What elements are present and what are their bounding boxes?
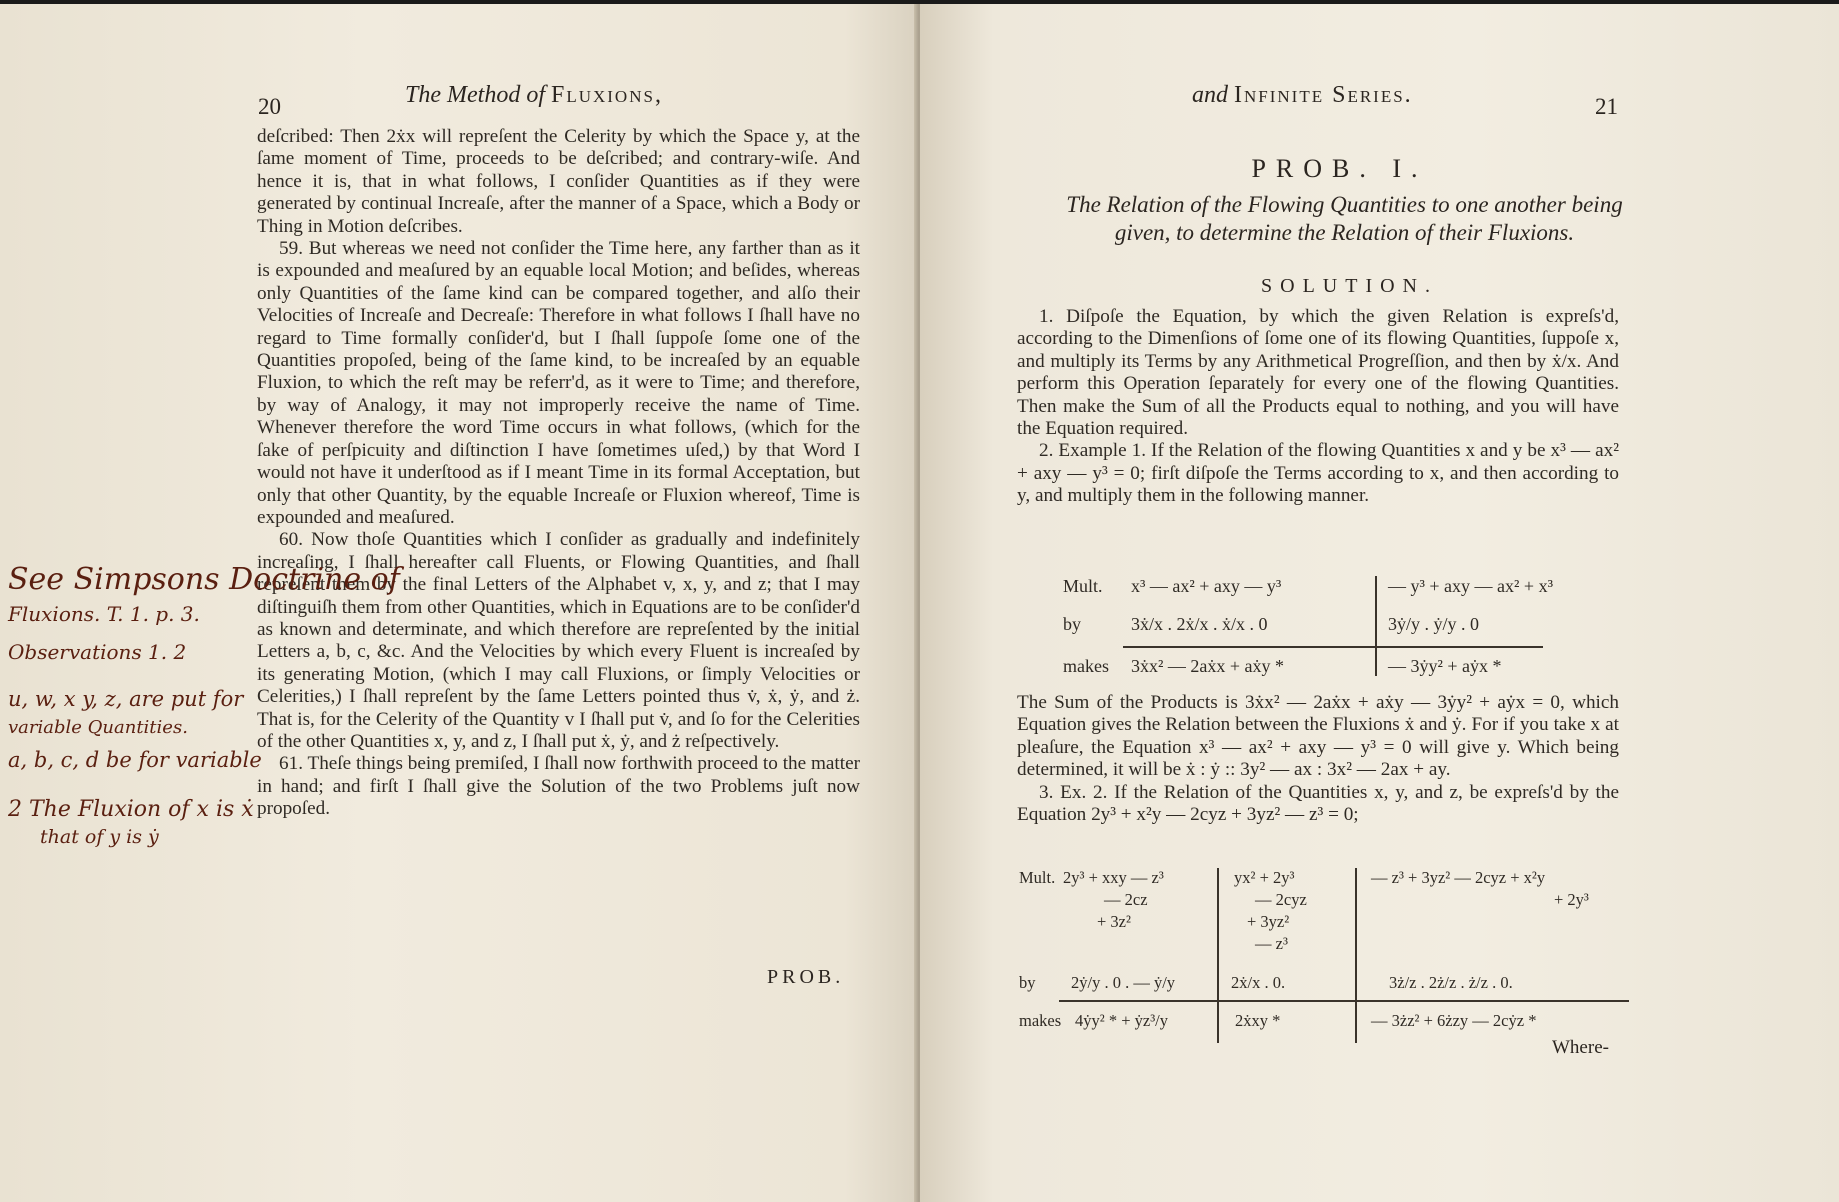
right-page	[920, 4, 1839, 1202]
running-head-left-italic: The Method of	[405, 82, 545, 108]
t2-c2-line2: — 2cyz	[1255, 890, 1307, 909]
t2-c3-line1: — z³ + 3yz² — 2cyz + x²y	[1371, 868, 1546, 887]
t2-c2-line3: + 3yz²	[1247, 912, 1290, 931]
margin-note-3: Observations 1. 2	[8, 640, 187, 664]
margin-note-1: See Simpsons Doctrine of	[8, 562, 400, 597]
t2-c2-line1: yx² + 2y³	[1234, 868, 1295, 887]
t2-mult-label: Mult.	[1019, 868, 1056, 887]
running-head-left	[405, 82, 663, 109]
t2-c3-makes: — 3żz² + 6żzy — 2cẏz *	[1371, 1011, 1537, 1030]
margin-note-2: Fluxions. T. 1. p. 3.	[8, 602, 200, 626]
t1-right-mult: — y³ + axy — ax² + x³	[1388, 576, 1553, 596]
t2-c1-by: 2ẏ/y . 0 . — ẏ/y	[1071, 973, 1176, 992]
t2-c1-makes: 4ẏy² * + ẏz³/y	[1075, 1011, 1168, 1030]
page-number-left: 20	[258, 94, 281, 119]
right-body-middle	[1017, 692, 1619, 826]
t1-rule	[1123, 646, 1543, 648]
right-body-upper	[1017, 306, 1619, 508]
t1-left-mult: x³ — ax² + axy — y³	[1131, 576, 1282, 596]
paragraph-60: 60. Now thoſe Quantities which I conſider as gradually and indefinitely increaſing, I ſhall hereafter call Fluents, or Flowing Quantities, and ſhall repreſent them by the final Letters of the Alphabet v, x, y, and z; that I may diſtinguiſh them from other Quantities, which in Equations are to be conſider'd as known and determinate, and which therefore are repreſented by the initial Letters a, b, c, &c. And the Velocities by which every Fluent is increaſed by its generating Motion, (which I may call Fluxions, or ſimply Velocities or Celerities,) I ſhall repreſent by the ſame Letters pointed thus v̇, ẋ, ẏ, and ż. That is, for the Celerity of the Quantity v I ſhall put v̇, and ſo for the Celerities of the other Quantities x, y, and z, I ſhall put ẋ, ẏ, and ż reſpectively.	[257, 529, 860, 752]
t2-rule	[1059, 1000, 1629, 1002]
t1-left-by: 3ẋ/x . 2ẋ/x . ẋ/x . 0	[1131, 614, 1268, 634]
margin-note-4: u, w, x y, z, are put for	[8, 687, 244, 711]
margin-note-7: 2 The Fluxion of x is ẋ	[8, 797, 254, 822]
margin-note-6: a, b, c, d be for variable	[8, 748, 262, 772]
t2-c2-line4: — z³	[1255, 934, 1288, 953]
paragraph-rule-1: 1. Diſpoſe the Equation, by which the given Relation is expreſs'd, according to the Dimenſions of ſome one of its flowing Quantities, ſuppoſe x, and multiply its Terms by any Arithmetical Progreſſion, and then by ẋ/x. And perform this Operation ſeparately for every one of the flowing Quantities. Then make the Sum of all the Products equal to nothing, and you will have the Equation required.	[1017, 306, 1619, 440]
paragraph-example-1: 2. Example 1. If the Relation of the flowing Quantities x and y be x³ — ax² + axy — y³ = 0; firſt diſpoſe the Terms according to x, and then according to y, and multiply them in the following manner.	[1017, 440, 1619, 507]
catchword-left: PROB.	[767, 966, 845, 988]
catchword-right: Where-	[1552, 1037, 1609, 1058]
example-2-table	[1019, 868, 1629, 1043]
prob-heading: PROB. I.	[1251, 154, 1428, 183]
paragraph-sum-products: The Sum of the Products is 3ẋx² — 2aẋx + aẋy — 3ẏy² + aẏx = 0, which Equation gives the Relation between the Fluxions ẋ and ẏ. For if you take x at pleaſure, the Equation x³ — ax² + axy — y³ = 0 will give y. Which being determined, it will be ẋ : ẏ :: 3y² — ax : 3x² — 2ax + ay.	[1017, 692, 1619, 781]
paragraph-58-end: deſcribed: Then 2ẋx will repreſent the Celerity by which the Space y, at the ſame moment of Time, proceeds to be deſcribed; and contrary-wiſe. And hence it is, that in what follows, I conſider Quantities as if they were generated by continual Increaſe, after the manner of a Space, which a Body or Thing in Motion deſcribes.	[257, 126, 860, 237]
t2-c1-line3: + 3z²	[1097, 912, 1131, 931]
margin-note-8: that of y is ẏ	[40, 826, 159, 848]
t2-divider-2	[1355, 868, 1357, 1043]
running-head-right-italic: and	[1192, 82, 1228, 108]
t2-divider-1	[1217, 868, 1219, 1043]
t1-right-makes: — 3ẏy² + aẏx *	[1388, 656, 1502, 676]
margin-note-5: variable Quantities.	[8, 717, 188, 738]
left-body-text	[257, 126, 860, 821]
page-number-right: 21	[1595, 94, 1618, 119]
t2-c1-line1: 2y³ + xxy — z³	[1063, 868, 1164, 887]
t2-c2-makes: 2ẋxy *	[1235, 1011, 1281, 1030]
running-head-right	[1192, 82, 1413, 109]
prob-statement-line-2: given, to determine the Relation of their Fluxions.	[1114, 220, 1575, 245]
t1-by-label: by	[1063, 614, 1081, 634]
paragraph-example-2: 3. Ex. 2. If the Relation of the Quantities x, y, and z, be expreſs'd by the Equation 2y³ + x²y — 2cyz + 3yz² — z³ = 0;	[1017, 781, 1619, 826]
t1-makes-label: makes	[1063, 656, 1109, 676]
solution-heading: SOLUTION.	[1261, 275, 1438, 297]
running-head-left-smallcaps: Fluxions,	[550, 82, 663, 108]
example-1-table	[1063, 576, 1553, 686]
t2-by-label: by	[1019, 973, 1036, 992]
t1-mult-label: Mult.	[1063, 576, 1103, 596]
paragraph-59: 59. But whereas we need not conſider the Time here, any farther than as it is expounded and meaſured by an equable local Motion; and beſides, whereas only Quantities of the ſame kind can be compared together, and alſo their Velocities of Increaſe and Decreaſe: Therefore in what follows I ſhall have no regard to Time formally conſider'd, but I ſhall ſuppoſe ſome one of the Quantities propoſed, being of the ſame kind, to be increaſed by an equable Fluxion, to which the reſt may be referr'd, as it were to Time; and therefore, by way of Analogy, it may not improperly receive the name of Time. Whenever therefore the word Time occurs in what follows, (which for the ſake of perſpicuity and diſtinction I have ſometimes uſed,) by that Word I would not have it underſtood as if I meant Time in its formal Acceptation, but only that other Quantity, by the equable Increaſe or Fluxion whereof, Time is expounded and meaſured.	[257, 238, 860, 528]
running-head-right-smallcaps: Infinite Series.	[1234, 82, 1413, 108]
t2-c3-by: 3ż/z . 2ż/z . ż/z . 0.	[1389, 973, 1513, 992]
paragraph-61: 61. Theſe things being premiſed, I ſhall now forthwith proceed to the matter in hand; and firſt I ſhall give the Solution of the two Problems juſt now propoſed.	[257, 753, 860, 820]
t1-divider	[1375, 576, 1377, 676]
t2-c2-by: 2ẋ/x . 0.	[1231, 973, 1286, 992]
left-page	[0, 4, 918, 1202]
t2-makes-label: makes	[1019, 1011, 1062, 1030]
prob-statement-line-1: The Relation of the Flowing Quantities to one another being	[1066, 192, 1623, 217]
t2-c3-line2: + 2y³	[1554, 890, 1589, 909]
t1-left-makes: 3ẋx² — 2aẋx + aẋy *	[1131, 656, 1285, 676]
t2-c1-line2: — 2cz	[1104, 890, 1148, 909]
t1-right-by: 3ẏ/y . ẏ/y . 0	[1388, 614, 1480, 634]
